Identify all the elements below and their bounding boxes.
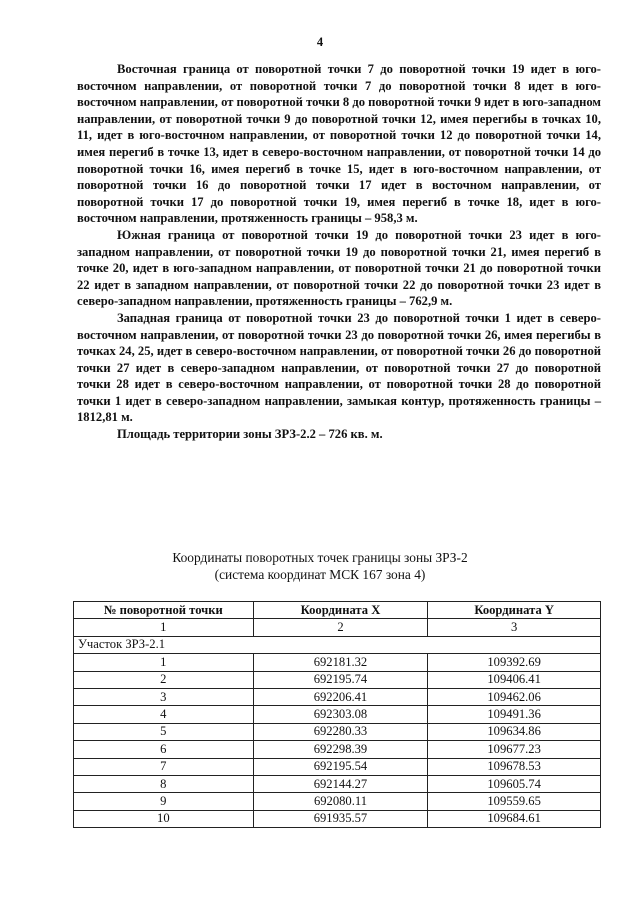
- coordinates-table: [73, 601, 601, 828]
- table-row: [74, 758, 601, 775]
- table-row: [74, 741, 601, 758]
- cell-coordinate-y: 109634.86: [428, 723, 601, 740]
- header-coordinate-x: Координата X: [253, 602, 428, 619]
- table-caption: [0, 549, 640, 583]
- table-header-row: [74, 602, 601, 619]
- cell-coordinate-y: 109392.69: [428, 654, 601, 671]
- cell-coordinate-x: 692195.54: [253, 758, 428, 775]
- column-number-2: 2: [253, 619, 428, 636]
- table-row: [74, 723, 601, 740]
- table-row: [74, 654, 601, 671]
- column-number-row: [74, 619, 601, 636]
- caption-line-1: Координаты поворотных точек границы зоны ЗРЗ-2: [172, 550, 468, 565]
- cell-coordinate-x: 692280.33: [253, 723, 428, 740]
- section-label: Участок ЗРЗ-2.1: [74, 636, 601, 653]
- cell-point-number: 4: [74, 706, 254, 723]
- page-number: 4: [316, 35, 324, 49]
- cell-coordinate-x: 692080.11: [253, 793, 428, 810]
- cell-coordinate-y: 109462.06: [428, 688, 601, 705]
- column-number-1: 1: [74, 619, 254, 636]
- cell-coordinate-y: 109678.53: [428, 758, 601, 775]
- cell-coordinate-x: 692195.74: [253, 671, 428, 688]
- cell-point-number: 7: [74, 758, 254, 775]
- cell-coordinate-y: 109491.36: [428, 706, 601, 723]
- caption-line-2: (система координат МСК 167 зона 4): [214, 567, 426, 582]
- cell-coordinate-x: 692206.41: [253, 688, 428, 705]
- table-row: [74, 775, 601, 792]
- cell-point-number: 2: [74, 671, 254, 688]
- cell-point-number: 3: [74, 688, 254, 705]
- body-text: [77, 61, 601, 443]
- cell-coordinate-x: 692181.32: [253, 654, 428, 671]
- cell-coordinate-x: 692298.39: [253, 741, 428, 758]
- cell-point-number: 10: [74, 810, 254, 827]
- header-point-number: № поворотной точки: [74, 602, 254, 619]
- cell-coordinate-x: 692303.08: [253, 706, 428, 723]
- paragraph-west-border: Западная граница от поворотной точки 23 до поворотной точки 1 идет в северо-восточном направлении, от поворотной точки 23 до поворотной точки 26, имея перегибы в точках 24, 25, идет в северо-восточном направлении, от поворотной точки 26 до поворотной точки 27 идет в северо-западном направлении, от поворотной точки 27 до поворотной точки 28 идет в северо-восточном направлении, от поворотной точки 28 до поворотной точки 1 идет в северо-западном направлении, замыкая контур, протяженность границы – 1812,81 м.: [77, 310, 601, 425]
- cell-point-number: 6: [74, 741, 254, 758]
- table-row: [74, 810, 601, 827]
- paragraph-south-border: Южная граница от поворотной точки 19 до поворотной точки 23 идет в юго-западном направлении, от поворотной точки 19 до поворотной точки 21, имея перегиб в точке 20, идет в юго-западном направлении, от поворотной точки 21 до поворотной точки 22 идет в западном направлении, от поворотной точки 22 до поворотной точки 23 идет в северо-западном направлении, протяженность границы – 762,9 м.: [77, 227, 601, 309]
- cell-point-number: 5: [74, 723, 254, 740]
- cell-coordinate-y: 109406.41: [428, 671, 601, 688]
- column-number-3: 3: [428, 619, 601, 636]
- cell-coordinate-y: 109605.74: [428, 775, 601, 792]
- paragraph-east-border: Восточная граница от поворотной точки 7 до поворотной точки 19 идет в юго-восточном направлении, от поворотной точки 7 до поворотной точки 8 идет в юго-восточном направлении, от поворотной точки 8 до поворотной точки 9 идет в юго-западном направлении, от поворотной точки 9 до поворотной точки 12, имея перегибы в точках 10, 11, идет в юго-восточном направлении, от поворотной точки 12 до поворотной точки 14, имея перегиб в точке 13, идет в северо-восточном направлении, от поворотной точки 14 до поворотной точки 16, имея перегиб в точке 15, идет в юго-восточном направлении, от поворотной точки 16 до поворотной точки 17 идет в восточном направлении, от поворотной точки 17 до поворотной точки 19, имея перегиб в точке 18, идет в юго-восточном направлении, протяженность границы – 958,3 м.: [77, 62, 601, 226]
- header-coordinate-y: Координата Y: [428, 602, 601, 619]
- table-row: [74, 671, 601, 688]
- table-row: [74, 706, 601, 723]
- cell-point-number: 1: [74, 654, 254, 671]
- table-row: [74, 793, 601, 810]
- paragraph-area: Площадь территории зоны ЗРЗ-2.2 – 726 кв. м.: [117, 427, 383, 442]
- table-row: [74, 688, 601, 705]
- cell-point-number: 8: [74, 775, 254, 792]
- cell-coordinate-y: 109559.65: [428, 793, 601, 810]
- section-row: [74, 636, 601, 653]
- cell-coordinate-x: 691935.57: [253, 810, 428, 827]
- cell-coordinate-x: 692144.27: [253, 775, 428, 792]
- cell-coordinate-y: 109677.23: [428, 741, 601, 758]
- cell-coordinate-y: 109684.61: [428, 810, 601, 827]
- cell-point-number: 9: [74, 793, 254, 810]
